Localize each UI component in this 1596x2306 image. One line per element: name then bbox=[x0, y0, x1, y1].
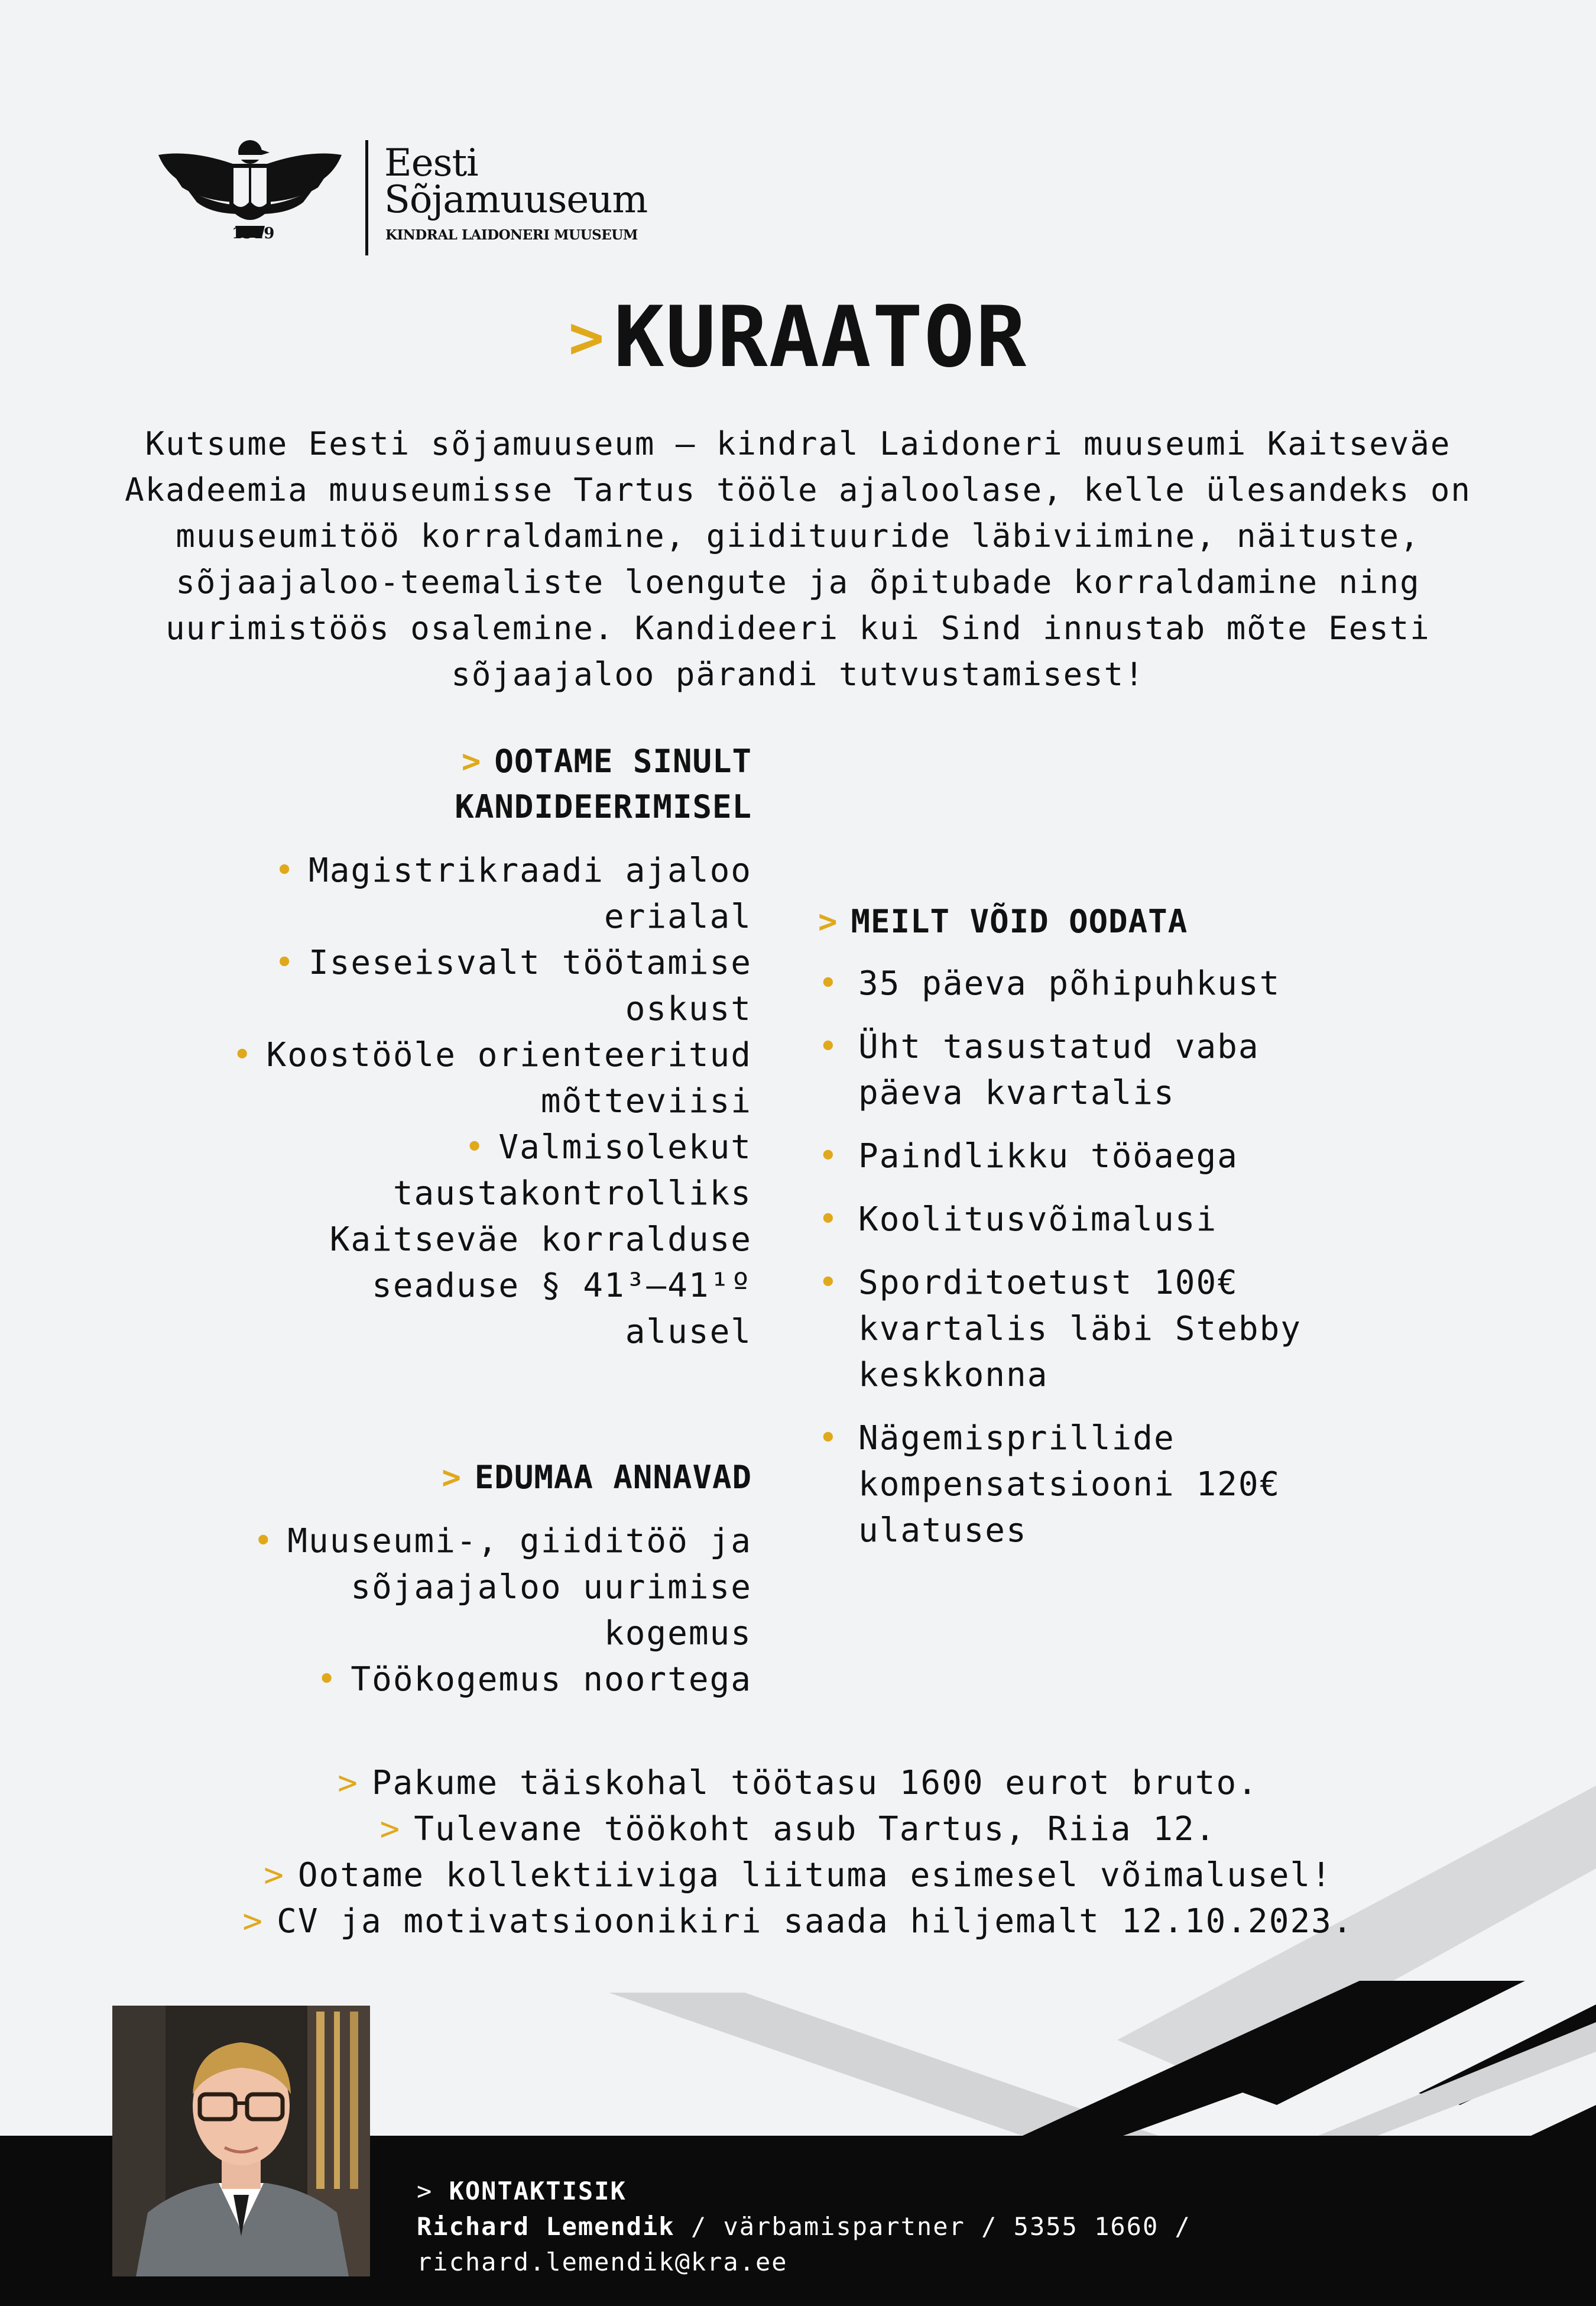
advantage-item-text: sõjaajaloo uurimise bbox=[351, 1568, 752, 1607]
advantage-item-text: Töökogemus noortega bbox=[351, 1660, 752, 1699]
logo-year: 1919 bbox=[232, 225, 275, 242]
requirements-heading-line2: KANDIDEERIMISEL bbox=[455, 788, 752, 825]
requirement-item-text: Valmisolekut bbox=[498, 1128, 752, 1167]
closing-lines bbox=[0, 1760, 1596, 1945]
offer-item bbox=[818, 1416, 1338, 1554]
requirement-item-text: mõtteviisi bbox=[540, 1082, 752, 1120]
bullet-icon: • bbox=[818, 1419, 839, 1458]
title-text: KURAATOR bbox=[614, 289, 1028, 386]
advantages-heading bbox=[355, 1455, 752, 1500]
advantage-item-text: Muuseumi-, giiditöö ja bbox=[287, 1522, 752, 1560]
requirement-item bbox=[177, 1032, 752, 1125]
bullet-icon: • bbox=[316, 1660, 338, 1699]
requirements-heading-line1: OOTAME SINULT bbox=[494, 743, 752, 780]
offer-item-text: kompensatsiooni 120€ bbox=[858, 1465, 1281, 1504]
intro-paragraph: Kutsume Eesti sõjamuuseum – kindral Laidoneri muuseumi Kaitseväe Akadeemia muuseumisse Tartus tööle ajaloolase, kelle ülesandeks on muuseumitöö korraldamine, giidituuride läbiviimine, näituste, sõjaajaloo-teemaliste loengute ja õpitubade korraldamine ning uurimistöös osalemine. Kandideeri kui Sind innustab mõte Eesti sõjaajaloo pärandi tutvustamisest! bbox=[125, 425, 1471, 693]
arrow-icon: > bbox=[242, 1902, 264, 1941]
arrow-icon: > bbox=[568, 303, 606, 372]
advantage-item bbox=[177, 1518, 752, 1657]
contact-role: värbamispartner bbox=[723, 2212, 965, 2241]
separator: / bbox=[690, 2212, 708, 2241]
offer-item-text: keskkonna bbox=[858, 1356, 1049, 1394]
offer-heading bbox=[818, 899, 1188, 944]
requirement-item bbox=[177, 940, 752, 1032]
offer-item-text: Üht tasustatud vaba bbox=[858, 1028, 1260, 1066]
arrow-icon: > bbox=[264, 1856, 285, 1894]
contact-phone: 5355 1660 bbox=[1013, 2212, 1159, 2241]
closing-line-text: Tulevane töökoht asub Tartus, Riia 12. bbox=[414, 1810, 1217, 1848]
separator: / bbox=[1175, 2212, 1191, 2241]
offer-item-text: Koolitusvõimalusi bbox=[858, 1200, 1218, 1239]
offer-heading-text: MEILT VÕID OODATA bbox=[851, 903, 1188, 940]
closing-line bbox=[0, 1852, 1596, 1899]
closing-line-text: CV ja motivatsioonikiri saada hiljemalt 12.10.2023. bbox=[277, 1902, 1354, 1941]
requirements-list bbox=[177, 848, 752, 1355]
arrow-icon: > bbox=[461, 743, 482, 780]
offer-item-text: Sporditoetust 100€ bbox=[858, 1264, 1238, 1302]
bullet-icon: • bbox=[232, 1036, 254, 1074]
offer-item-text: ulatuses bbox=[858, 1511, 1027, 1550]
requirement-item-text: Iseseisvalt töötamise bbox=[308, 944, 752, 982]
requirement-item bbox=[177, 1125, 752, 1355]
bullet-icon: • bbox=[818, 1200, 839, 1239]
logo-divider bbox=[365, 140, 368, 255]
bullet-icon: • bbox=[253, 1522, 275, 1560]
bullet-icon: • bbox=[818, 1264, 839, 1302]
bullet-icon: • bbox=[274, 851, 296, 890]
offer-item bbox=[818, 1197, 1338, 1243]
museum-logo bbox=[153, 137, 655, 258]
offer-item-text: kvartalis läbi Stebby bbox=[858, 1310, 1302, 1348]
arrow-icon: > bbox=[442, 1459, 462, 1496]
contact-name: Richard Lemendik bbox=[417, 2212, 675, 2241]
logo-line1: Eesti bbox=[384, 141, 478, 185]
bullet-icon: • bbox=[818, 1028, 839, 1066]
offer-list bbox=[818, 961, 1338, 1554]
offer-item-text: 35 päeva põhipuhkust bbox=[858, 964, 1281, 1003]
arrow-icon: > bbox=[379, 1810, 401, 1848]
requirement-item-text: Magistrikraadi ajaloo bbox=[308, 851, 752, 890]
page-title bbox=[0, 289, 1596, 386]
contact-label: KONTAKTISIK bbox=[449, 2177, 627, 2205]
requirements-heading bbox=[355, 739, 752, 830]
logo-line2: Sõjamuuseum bbox=[384, 178, 648, 222]
offer-item-text: Paindlikku tööaega bbox=[858, 1137, 1238, 1175]
offer-item-text: Nägemisprillide bbox=[858, 1419, 1175, 1458]
offer-item bbox=[818, 1024, 1338, 1116]
requirement-item-text: oskust bbox=[625, 990, 752, 1028]
bullet-icon: • bbox=[464, 1128, 486, 1167]
closing-line-text: Ootame kollektiiviga liituma esimesel võimalusel! bbox=[297, 1856, 1332, 1894]
offer-item-text: päeva kvartalis bbox=[858, 1074, 1175, 1112]
offer-item bbox=[818, 961, 1338, 1007]
requirement-item-text: Koostööle orienteeritud bbox=[266, 1036, 752, 1074]
offer-item bbox=[818, 1133, 1338, 1180]
arrow-icon: > bbox=[338, 1764, 359, 1802]
advantage-item-text: kogemus bbox=[604, 1614, 752, 1653]
contact-photo bbox=[112, 2006, 370, 2276]
contact-block bbox=[417, 2174, 1191, 2280]
separator: / bbox=[981, 2212, 998, 2241]
arrow-icon: > bbox=[417, 2177, 433, 2205]
requirement-item-text: Kaitseväe korralduse bbox=[329, 1220, 752, 1259]
closing-line bbox=[0, 1806, 1596, 1852]
bullet-icon: • bbox=[274, 944, 296, 982]
offer-item bbox=[818, 1260, 1338, 1398]
requirement-item bbox=[177, 848, 752, 940]
requirement-item-text: alusel bbox=[625, 1313, 752, 1351]
requirement-item-text: seaduse § 41³–41¹º bbox=[372, 1267, 752, 1305]
requirement-item-text: erialal bbox=[604, 898, 752, 936]
bullet-icon: • bbox=[818, 964, 839, 1003]
contact-email[interactable]: richard.lemendik@kra.ee bbox=[417, 2247, 788, 2276]
logo-line3: KINDRAL LAIDONERI MUUSEUM bbox=[385, 227, 638, 243]
arrow-icon: > bbox=[818, 903, 838, 940]
advantages-heading-text: EDUMAA ANNAVAD bbox=[474, 1459, 752, 1496]
closing-line bbox=[0, 1899, 1596, 1945]
closing-line-text: Pakume täiskohal töötasu 1600 eurot bruto. bbox=[371, 1764, 1258, 1802]
advantages-list bbox=[177, 1518, 752, 1703]
advantage-item bbox=[177, 1657, 752, 1703]
bullet-icon: • bbox=[818, 1137, 839, 1175]
closing-line bbox=[0, 1760, 1596, 1806]
requirement-item-text: taustakontrolliks bbox=[392, 1174, 752, 1213]
